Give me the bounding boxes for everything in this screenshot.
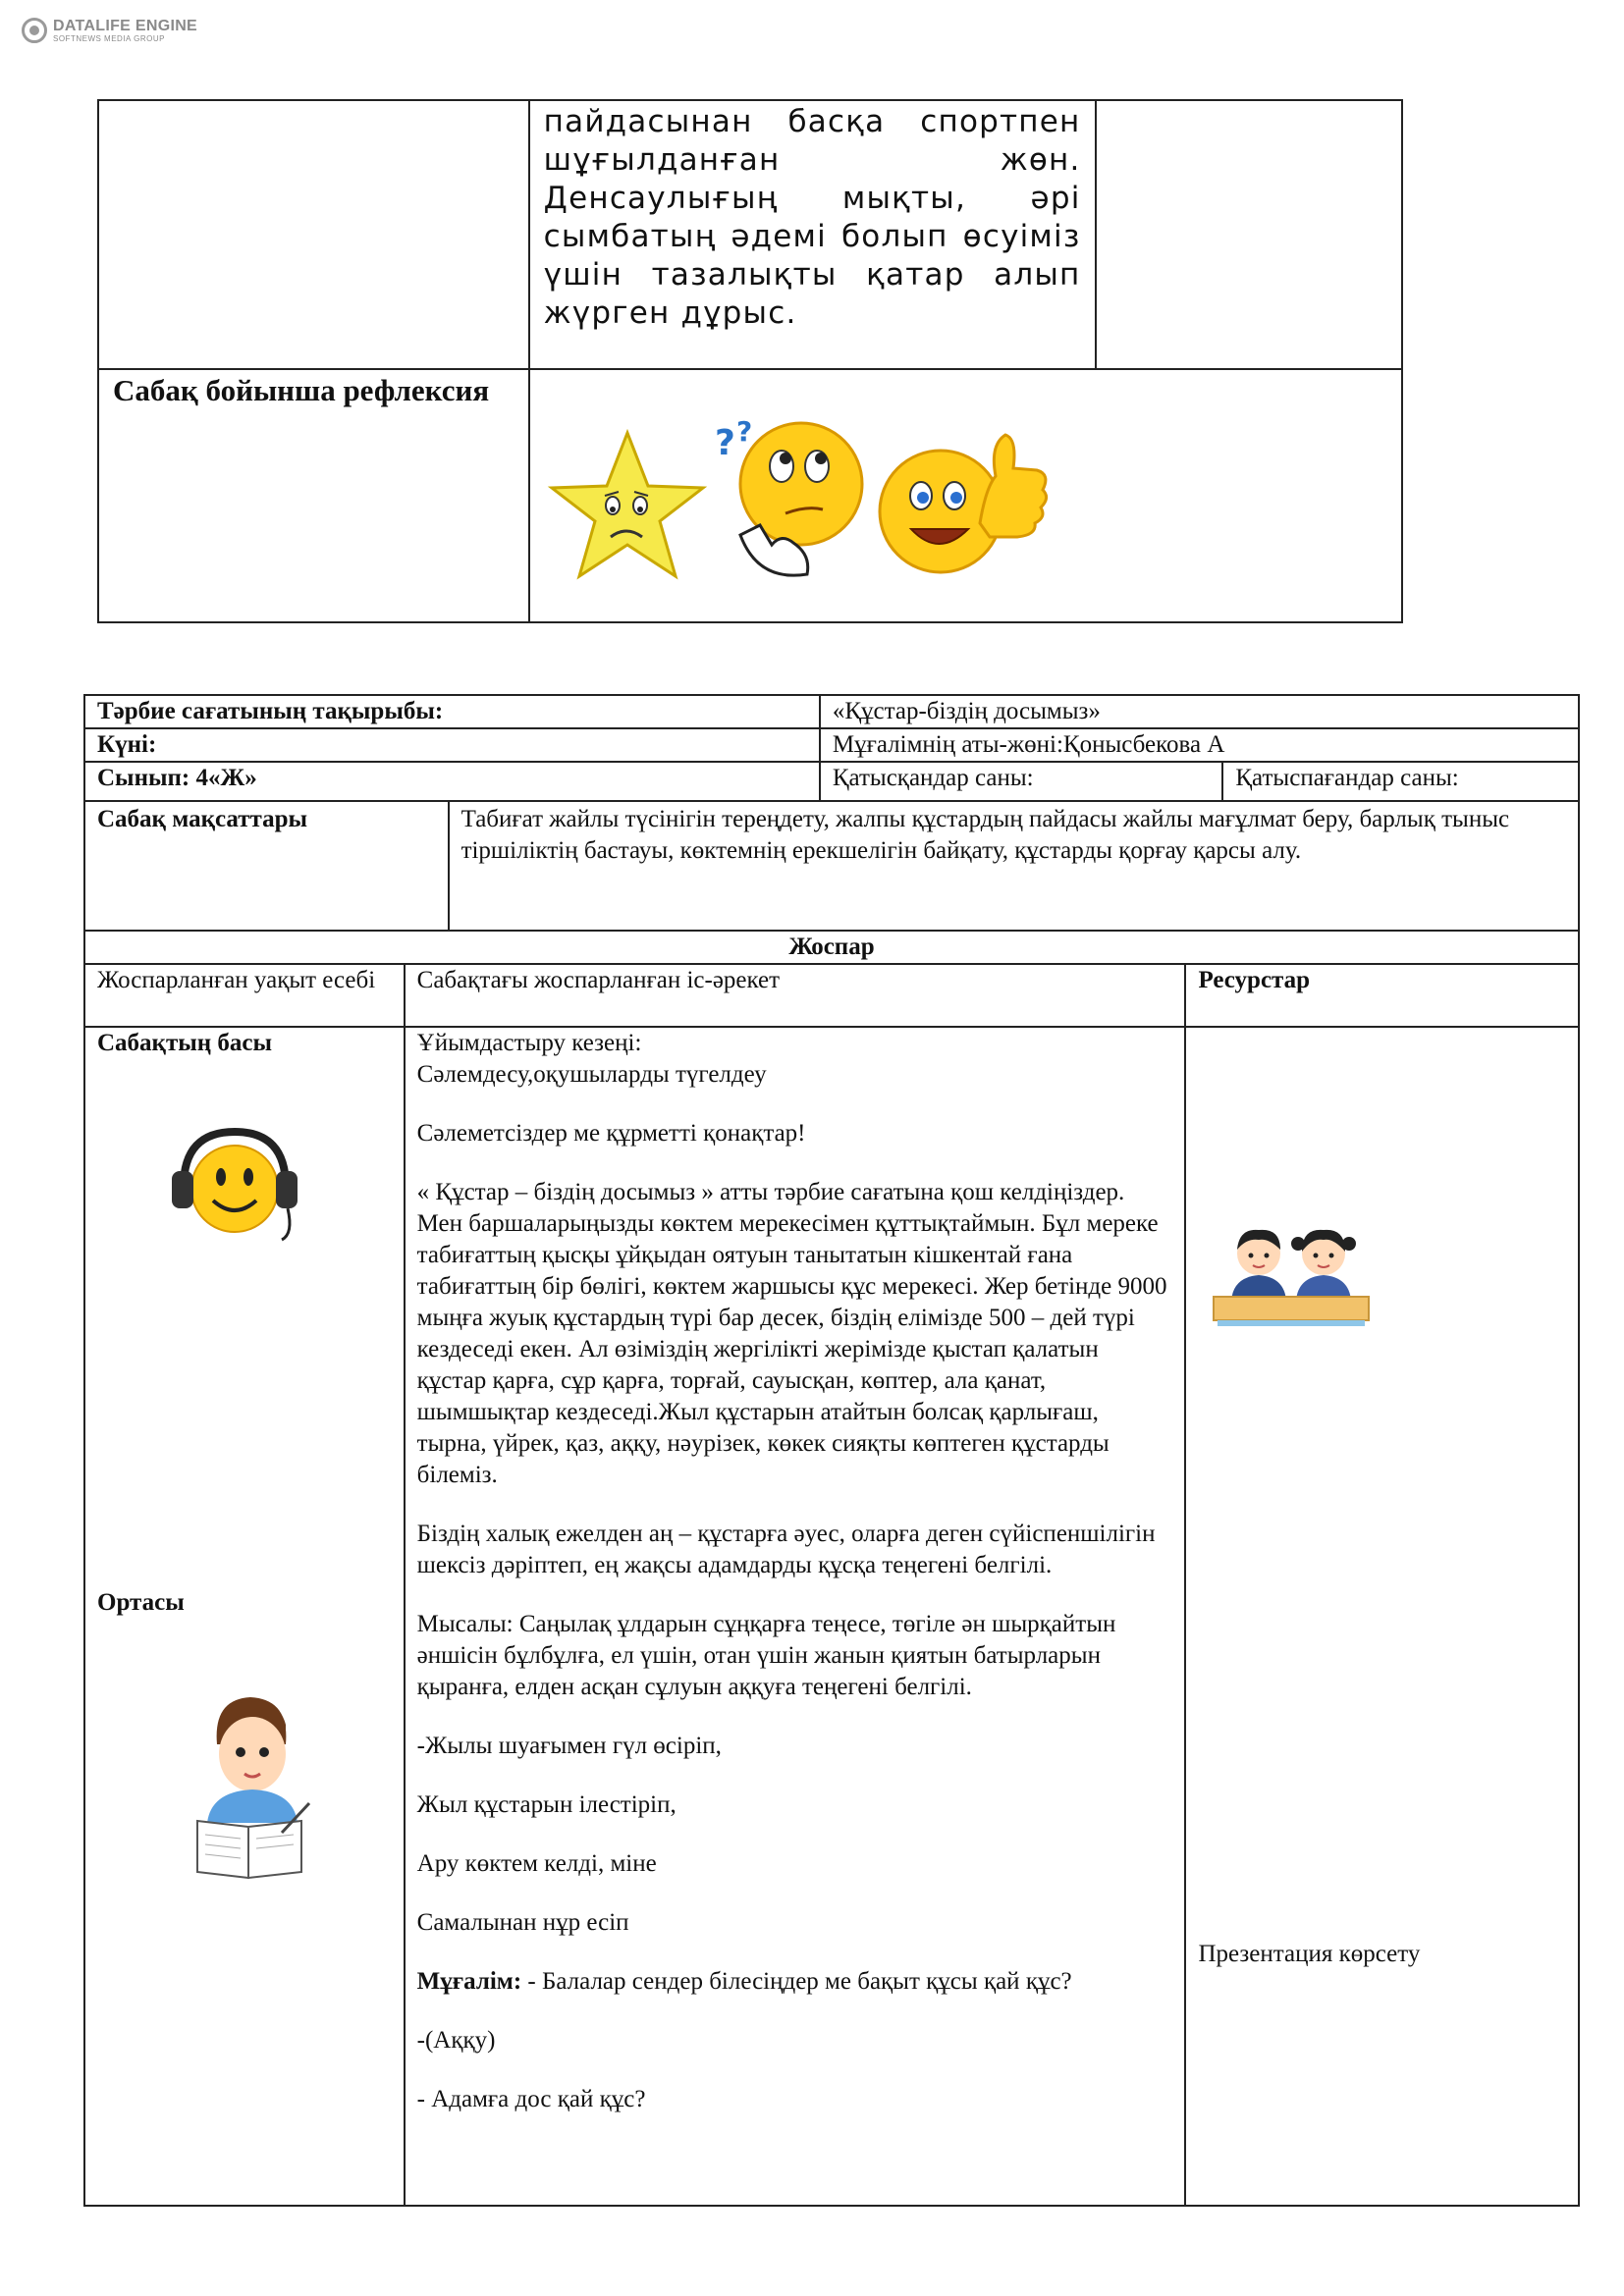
- lesson-table: [83, 694, 1580, 2207]
- teacher-label: Мұғалім:: [416, 1968, 522, 1995]
- activity-para-3: « Құстар – біздің досымыз » атты тәрбие сағатына қош келдіңіздер. Мен баршаларыңызды көктем мерекесімен құттықтаймын. Бұл мереке табиғаттың қысқы ұйқыдан оятуын танытатын кішкентай ғана табиғаттың бір бөлігі, көктем жаршысы құс мерекесі. Жер бетінде 9000 мыңға жуық құстардың түрі бар десек, біздің елімізде 500 – дей түрі кездеседі екен. Ал өзіміздің жергілікті жерімізде қыстап қалатын құстар қарға, сұр қарға, торғай, сауысқан, көптер, ала қанат, шымшықтар кездеседі.Жыл құстарын атайтын болсақ қарлығаш, тырна, үйрек, қаз, аққу, нәурізек, көкек сияқты көптеген құстарды білеміз.: [416, 1179, 1167, 1488]
- watermark-sub: SOFTNEWS MEDIA GROUP: [53, 33, 166, 43]
- resources-cell: [1185, 1027, 1579, 2206]
- teacher-name: Мұғалімнің аты-жөні:Қонысбекова А: [820, 728, 1579, 762]
- thinking-smiley-icon: [713, 407, 870, 584]
- date-label: Күні:: [84, 728, 820, 762]
- absent-label: Қатыспағандар саны:: [1222, 762, 1579, 801]
- stage-middle-label: Ортасы: [97, 1589, 185, 1616]
- stage-cell: [84, 1027, 405, 2206]
- continuation-line: жүрген дұрыс.: [543, 295, 797, 331]
- svg-text:?: ?: [735, 415, 752, 448]
- continuation-line: пайдасынан басқа спортпен: [543, 104, 1081, 139]
- reflection-label-cell: [98, 369, 529, 622]
- answer: -(Аққу): [416, 2027, 496, 2054]
- students-at-desk-icon: [1208, 1224, 1375, 1332]
- teacher-question: [417, 1966, 1173, 1998]
- thumbs-up-smiley-icon: [870, 405, 1056, 582]
- top-empty-cell: [98, 100, 529, 369]
- headphones-smiley-icon: [166, 1126, 303, 1244]
- reflection-label: Сабақ бойынша рефлексия: [113, 373, 490, 407]
- resource-text: Презентация көрсету: [1198, 1941, 1421, 1967]
- sad-star-icon: [544, 427, 711, 584]
- activity-para-5: Мысалы: Саңылақ ұлдарын сұңқарға теңесе, төгіле ән шырқайтын әншісін бұлбұлға, ел үшін, отан үшін жанын қиятын батырларын қыранға, елден асқан сұлуын аққуға теңегені белгілі.: [416, 1611, 1116, 1700]
- continuation-text: [530, 101, 1095, 339]
- poem-line-3: Ару көктем келді, міне: [416, 1850, 657, 1877]
- goals-text: Табиғат жайлы түсінігін тереңдету, жалпы құстардың пайдасы жайлы мағұлмат беру, барлық тыныс тіршіліктің бастауы, көктемнің ерекшелігін байқату, құстарды қорғау қарсы алу.: [449, 801, 1579, 931]
- plan-heading: Жоспар: [84, 931, 1579, 964]
- svg-text:?: ?: [714, 423, 735, 463]
- col-activity-header: Сабақтағы жоспарланған іс-әрекет: [405, 964, 1186, 1027]
- dle-logo-icon: [22, 18, 47, 43]
- col-resources-header: Ресурстар: [1185, 964, 1579, 1027]
- continuation-cell: [529, 100, 1096, 369]
- top-right-cell: [1096, 100, 1402, 369]
- top-table: [97, 99, 1403, 623]
- poem-line-2: Жыл құстарын ілестіріп,: [416, 1791, 677, 1818]
- question-2: - Адамға дос қай құс?: [416, 2086, 646, 2112]
- reflection-icons-cell: [529, 369, 1402, 622]
- poem-line-1: -Жылы шуағымен гүл өсіріп,: [416, 1733, 722, 1759]
- teacher-question-text: - Балалар сендер білесіңдер ме бақыт құсы қай құс?: [521, 1968, 1072, 1995]
- continuation-line: Денсаулығың мықты, әрі: [543, 181, 1081, 216]
- continuation-line: шұғылданған жөн.: [543, 142, 1081, 178]
- col-time-header: Жоспарланған уақыт есебі: [84, 964, 405, 1027]
- present-label: Қатысқандар саны:: [820, 762, 1223, 801]
- boy-with-book-icon: [191, 1685, 313, 1882]
- goals-label: Сабақ мақсаттары: [84, 801, 449, 931]
- topic-value: «Құстар-біздің досымыз»: [820, 695, 1579, 728]
- activity-cell: [405, 1027, 1186, 2206]
- poem-line-4: Самалынан нұр есіп: [416, 1909, 629, 1936]
- class-label: Сынып: 4«Ж»: [84, 762, 820, 801]
- watermark-brand: DATALIFE ENGINE: [53, 17, 198, 34]
- watermark: [22, 18, 197, 43]
- stage-start-label: Сабақтың басы: [97, 1030, 273, 1056]
- continuation-line: үшін тазалықты қатар алып: [543, 257, 1081, 293]
- activity-para-1: Ұйымдастыру кезеңі: Сәлемдесу,оқушыларды түгелдеу: [416, 1030, 767, 1088]
- activity-para-2: Сәлеметсіздер ме құрметті қонақтар!: [416, 1120, 806, 1147]
- continuation-line: сымбатың әдемі болып өсуіміз: [543, 219, 1081, 254]
- topic-label: Тәрбие сағатының тақырыбы:: [84, 695, 820, 728]
- activity-para-4: Біздің халық ежелден аң – құстарға әуес, оларға деген сүйіспеншілігін шексіз дәріптеп, ең жақсы адамдарды құсқа теңегені белгілі.: [416, 1521, 1156, 1578]
